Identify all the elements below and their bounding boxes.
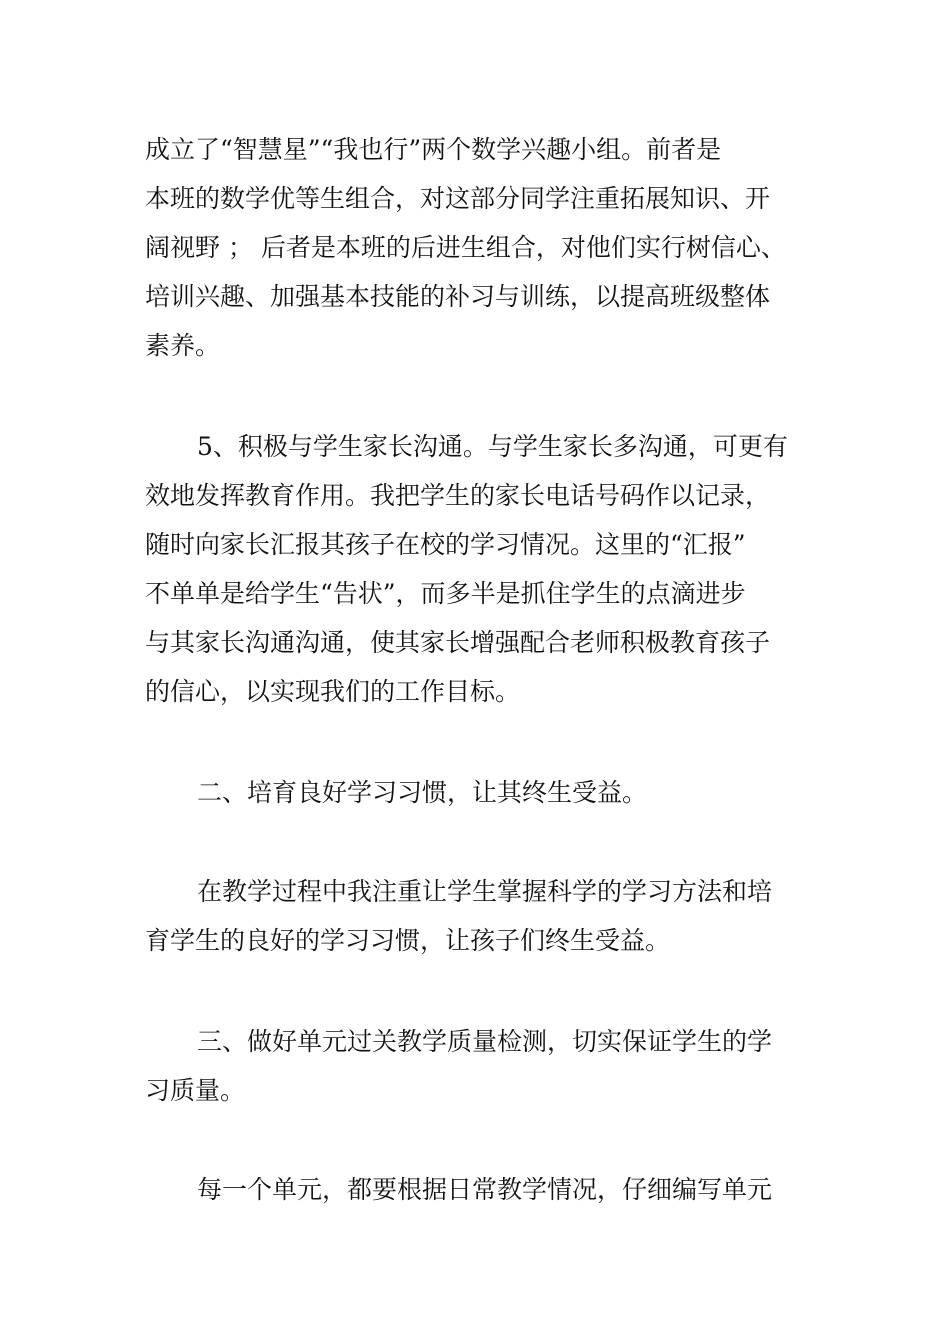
paragraph-line: 随时向家长汇报其孩子在校的学习情况。这里的“汇报” (145, 530, 746, 559)
paragraph-line: 在教学过程中我注重让学生掌握科学的学习方法和培 (197, 877, 773, 906)
paragraph-line: 不单单是给学生“告状”，而多半是抓住学生的点滴进步 (145, 579, 746, 608)
paragraph-line: 素养。 (145, 331, 221, 360)
paragraph-line: 效地发挥教育作用。我把学生的家长电话号码作以记录， (145, 481, 771, 510)
paragraph-line: 育学生的良好的学习习惯，让孩子们终生受益。 (145, 926, 671, 955)
section-heading-continuation: 习质量。 (145, 1076, 246, 1105)
paragraph-line: 每一个单元，都要根据日常教学情况，仔细编写单元 (197, 1175, 773, 1204)
paragraph-line: 的信心，以实现我们的工作目标。 (145, 677, 521, 706)
paragraph-line: 5、积极与学生家长沟通。与学生家长多沟通，可更有 (197, 432, 788, 461)
paragraph-line: 成立了“智慧星”“我也行”两个数学兴趣小组。前者是 (145, 135, 722, 164)
section-heading: 二、培育良好学习习惯，让其终生受益。 (197, 778, 648, 807)
paragraph-line: 与其家长沟通沟通，使其家长增强配合老师积极教育孩子 (145, 628, 771, 657)
paragraph-line: 培训兴趣、加强基本技能的补习与训练，以提高班级整体 (145, 282, 771, 311)
section-heading: 三、做好单元过关教学质量检测，切实保证学生的学 (197, 1027, 773, 1056)
paragraph-line: 本班的数学优等生组合，对这部分同学注重拓展知识、开 (145, 184, 771, 213)
paragraph-line: 阔视野 ； 后者是本班的后进生组合，对他们实行树信心、 (145, 233, 786, 262)
